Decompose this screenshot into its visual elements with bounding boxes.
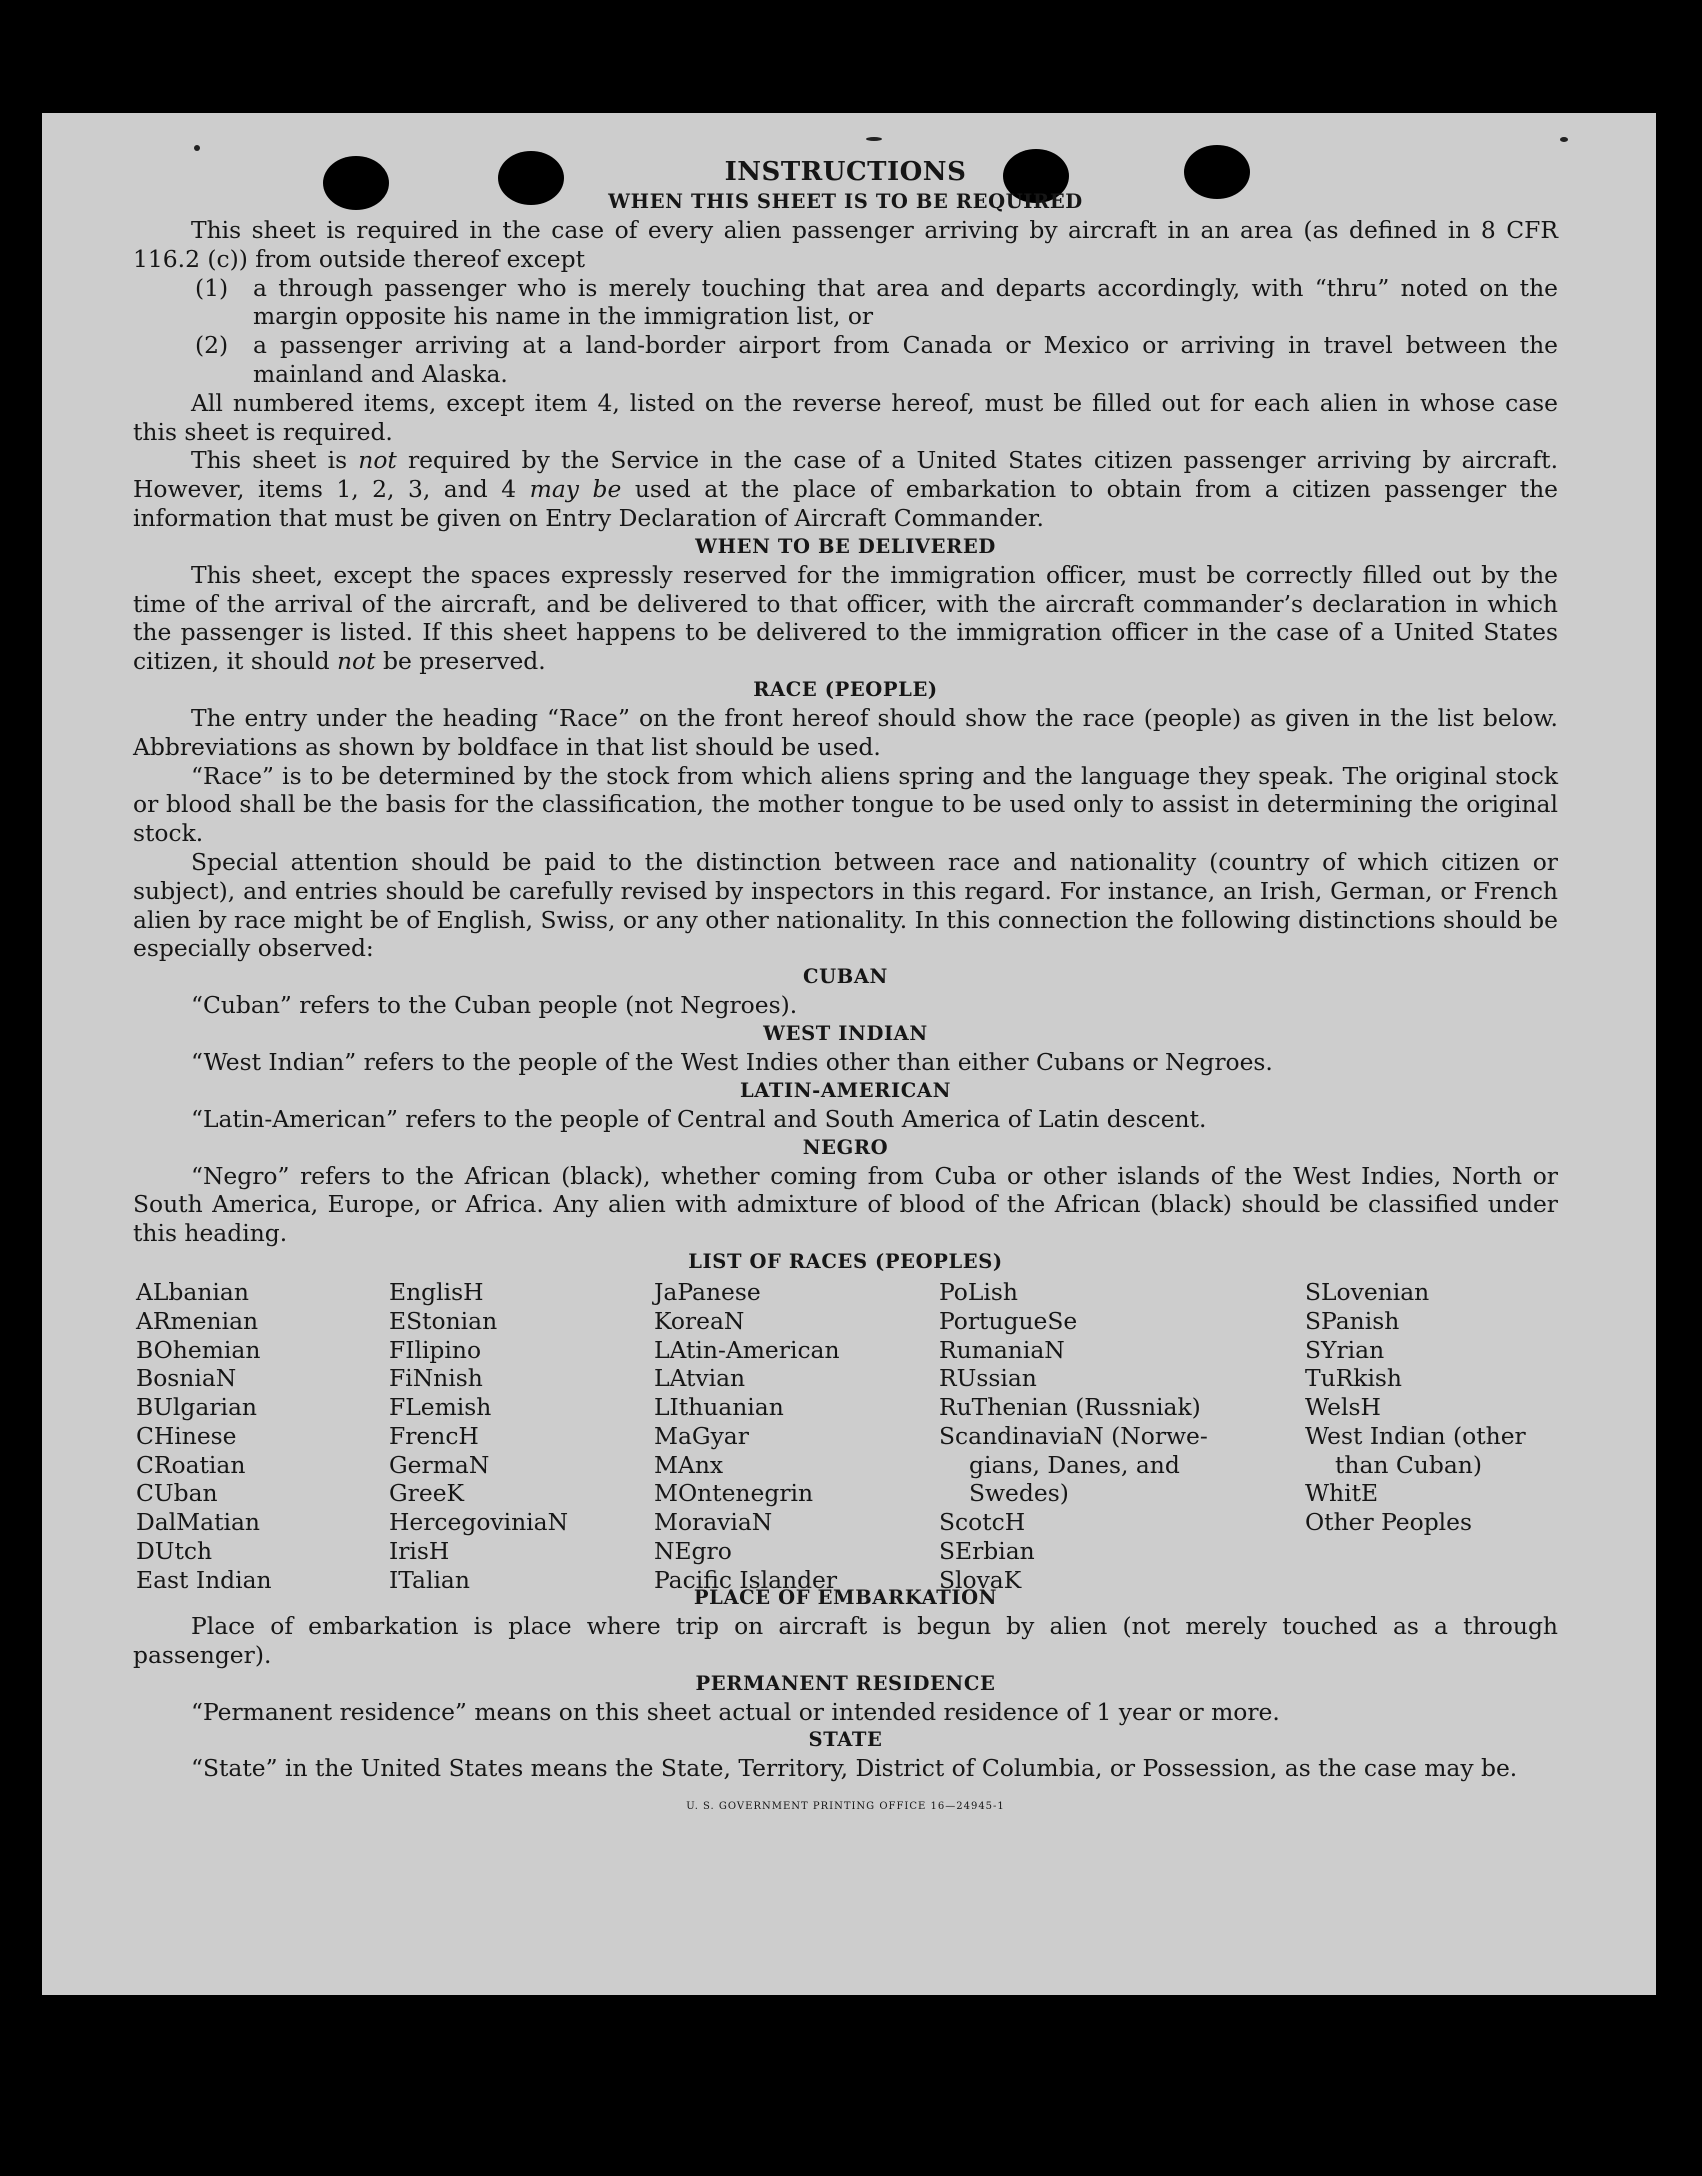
race-entry: BOhemian [136,1335,261,1364]
section-heading: LIST OF RACES (PEOPLES) [688,1249,1003,1273]
document-sheet [42,113,1656,1995]
speck [194,145,200,151]
paragraph: This sheet is required in the case of every alien passenger arriving by aircraft in an area (as defined in 8 CFR 116.2 (c)) from outside thereof except [133,216,1558,273]
list-item [133,274,1558,332]
race-entry: ALbanian [136,1277,249,1306]
paragraph: “Negro” refers to the African (black), whether coming from Cuba or other islands of the West Indies, North or South America, Europe, or Africa. Any alien with admixture of blood of the African (black) should be classified under this heading. [133,1161,1558,1248]
race-entry: JaPanese [654,1277,761,1306]
race-entry: ScandinaviaN (Norwe- [939,1421,1208,1450]
race-entry: LAtin-American [654,1335,840,1364]
race-entry: ScotcH [939,1508,1026,1537]
section-heading: WHEN TO BE DELIVERED [695,534,996,558]
section-heading: PERMANENT RESIDENCE [695,1671,996,1695]
race-entry: DalMatian [136,1508,260,1537]
section-heading: NEGRO [802,1135,889,1159]
race-entry: EStonian [389,1306,498,1335]
paragraph: “Cuban” refers to the Cuban people (not Negroes). [191,991,798,1020]
race-entry: FIlipino [389,1335,482,1364]
paragraph: This sheet, except the spaces expressly reserved for the immigration officer, must be correctly filled out by the time of the arrival of the aircraft, and be delivered to that officer, with the aircraft commander’s declaration in which the passenger is listed. If this sheet happens to be delivered to the immigration officer in the case of a United States citizen, it should not be preserved. [133,560,1558,676]
race-entry: MoraviaN [654,1508,773,1537]
paragraph: All numbered items, except item 4, listed on the reverse hereof, must be filled out for each alien in whose case this sheet is required. [133,388,1558,446]
race-entry: EnglisH [389,1277,484,1306]
race-entry: RumaniaN [939,1335,1065,1364]
race-entry: SErbian [939,1537,1035,1566]
paragraph: “Race” is to be determined by the stock from which aliens spring and the language they speak. The original stock or blood shall be the basis for the classification, the mother tongue to be used only to assist in determining the original stock. [133,761,1558,848]
race-entry: LIthuanian [654,1393,784,1422]
list-item [133,331,1558,389]
section-heading: PLACE OF EMBARKATION [693,1585,998,1609]
race-entry: IrisH [389,1537,450,1566]
race-entry: RuThenian (Russniak) [939,1393,1201,1422]
paragraph: This sheet is not required by the Service in the case of a United States citizen passenger arriving by aircraft. However, items 1, 2, 3, and 4 may be used at the place of embarkation to obtain from a citizen passenger the information that must be given on Entry Declaration of Aircraft Commander. [133,446,1559,532]
race-entry: SLovenian [1305,1277,1430,1306]
race-entry: ARmenian [136,1306,259,1335]
item-number: (2) [195,331,229,360]
paragraph: Special attention should be paid to the distinction between race and nationality (country of which citizen or subject), and entries should be carefully revised by inspectors in this regard. For instance, an Irish, German, or French alien by race might be of English, Swiss, or any other nationality. In this connection the following distinctions should be especially observed: [133,847,1558,963]
race-entry: KoreaN [654,1306,745,1335]
item-text: a passenger arriving at a land-border airport from Canada or Mexico or arriving in travel between the mainland and Alaska. [253,331,1558,388]
race-entry: WhitE [1305,1479,1379,1508]
race-entry: East Indian [136,1565,272,1594]
race-column [939,1278,1208,1595]
race-column [389,1278,568,1595]
race-entry: HercegoviniaN [389,1508,569,1537]
section-heading: LATIN-AMERICAN [739,1078,952,1102]
speck [1560,137,1568,142]
page-title: INSTRUCTIONS [724,157,967,187]
race-entry: ITalian [389,1565,470,1594]
race-entry: Pacific Islander [654,1565,838,1594]
race-entry: LAtvian [654,1364,746,1393]
race-entry: FLemish [389,1393,492,1422]
race-entry: PortugueSe [939,1306,1078,1335]
race-entry: SYrian [1305,1335,1385,1364]
race-entry: MOntenegrin [654,1479,814,1508]
race-entry: CUban [136,1479,218,1508]
race-entry: SlovaK [939,1565,1022,1594]
race-entry: TuRkish [1305,1364,1403,1393]
race-entry: West Indian (other [1305,1421,1526,1450]
race-entry: GermaN [389,1450,490,1479]
race-entry: GreeK [389,1479,465,1508]
speck [866,137,882,141]
item-text: a through passenger who is merely touching that area and departs accordingly, with “thru” noted on the margin opposite his name in the immigration list, or [253,273,1558,331]
section-heading: WHEN THIS SHEET IS TO BE REQUIRED [608,190,1083,213]
paragraph: “State” in the United States means the State, Territory, District of Columbia, or Possession, as the case may be. [191,1754,1518,1783]
item-number: (1) [195,273,229,302]
paragraph: “Permanent residence” means on this sheet actual or intended residence of 1 year or more. [191,1697,1280,1726]
paragraph: “West Indian” refers to the people of the West Indies other than either Cubans or Negroes. [191,1047,1273,1076]
section-heading: STATE [808,1728,883,1752]
race-entry: SPanish [1305,1306,1400,1335]
section-heading: WEST INDIAN [763,1021,928,1045]
race-entry: CRoatian [136,1450,246,1479]
race-entry: WelsH [1305,1393,1381,1422]
race-entry: FrencH [389,1421,479,1450]
race-entry: than Cuban) [1335,1450,1482,1479]
race-column [654,1278,840,1595]
race-entry: MaGyar [654,1421,749,1450]
race-entry: PoLish [939,1277,1018,1306]
paragraph: “Latin-American” refers to the people of Central and South America of Latin descent. [191,1104,1207,1133]
race-column [136,1278,272,1595]
race-list [133,1277,1558,1594]
race-entry: NEgro [654,1537,732,1566]
race-entry: Other Peoples [1305,1508,1473,1537]
race-entry: RUssian [939,1364,1037,1393]
race-entry: BUlgarian [136,1393,257,1422]
race-entry: BosniaN [136,1364,237,1393]
paragraph: The entry under the heading “Race” on the front hereof should show the race (people) as given in the list below. Abbreviations as shown by boldface in that list should be used. [133,703,1558,761]
section-heading: RACE (PEOPLE) [753,677,938,701]
paragraph: Place of embarkation is place where trip on aircraft is begun by alien (not merely touched as a through passenger). [133,1611,1558,1669]
race-column [1305,1278,1526,1537]
race-entry: gians, Danes, and [969,1450,1180,1479]
race-entry: FiNnish [389,1364,483,1393]
race-entry: CHinese [136,1421,237,1450]
race-entry: MAnx [654,1450,724,1479]
printer-imprint: U. S. GOVERNMENT PRINTING OFFICE 16—24945-1 [686,1801,1005,1813]
section-heading: CUBAN [803,965,888,989]
instructions-body [133,156,1558,1822]
race-entry: Swedes) [969,1479,1069,1508]
race-entry: DUtch [136,1537,213,1566]
